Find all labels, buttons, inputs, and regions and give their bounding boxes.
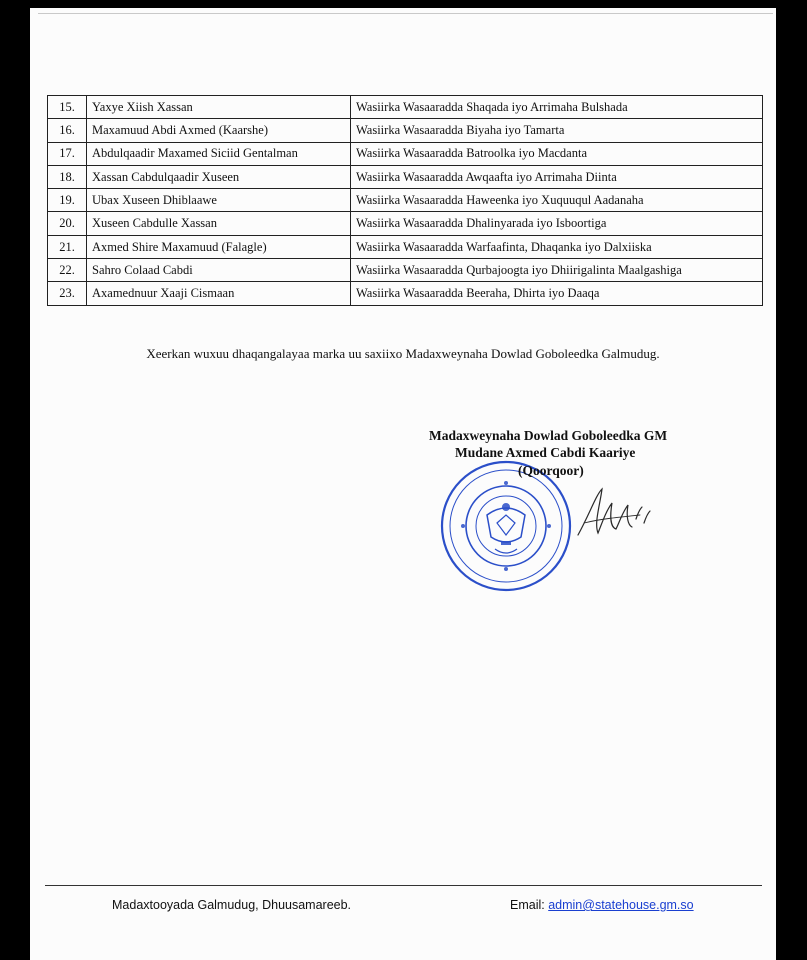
minister-row	[48, 259, 763, 282]
minister-name: Yaxye Xiish Xassan	[87, 96, 351, 119]
minister-number: 21.	[48, 235, 87, 258]
minister-name: Xuseen Cabdulle Xassan	[87, 212, 351, 235]
minister-row	[48, 119, 763, 142]
ministers-table	[47, 95, 763, 306]
minister-name: Ubax Xuseen Dhiblaawe	[87, 189, 351, 212]
minister-ministry: Wasiirka Wasaaradda Qurbajoogta iyo Dhiirigalinta Maalgashiga	[351, 259, 763, 282]
email-link[interactable]: admin@statehouse.gm.so	[548, 898, 694, 912]
signatory-title: Madaxweynaha Dowlad Goboleedka GM	[429, 428, 668, 443]
minister-name: Sahro Colaad Cabdi	[87, 259, 351, 282]
minister-name: Abdulqaadir Maxamed Siciid Gentalman	[87, 142, 351, 165]
minister-row	[48, 282, 763, 305]
minister-number: 22.	[48, 259, 87, 282]
minister-row	[48, 142, 763, 165]
minister-row	[48, 189, 763, 212]
footer-email	[510, 898, 694, 912]
minister-ministry: Wasiirka Wasaaradda Awqaafta iyo Arrimaha Diinta	[351, 165, 763, 188]
footer-email-label: Email:	[510, 898, 549, 912]
minister-ministry: Wasiirka Wasaaradda Dhalinyarada iyo Isboortiga	[351, 212, 763, 235]
minister-number: 19.	[48, 189, 87, 212]
minister-number: 18.	[48, 165, 87, 188]
minister-row	[48, 235, 763, 258]
minister-ministry: Wasiirka Wasaaradda Biyaha iyo Tamarta	[351, 119, 763, 142]
minister-number: 16.	[48, 119, 87, 142]
ministers-table-body	[48, 96, 763, 306]
minister-row	[48, 96, 763, 119]
minister-number: 23.	[48, 282, 87, 305]
minister-name: Axmed Shire Maxamuud (Falagle)	[87, 235, 351, 258]
minister-ministry: Wasiirka Wasaaradda Beeraha, Dhirta iyo Daaqa	[351, 282, 763, 305]
minister-row	[48, 212, 763, 235]
minister-ministry: Wasiirka Wasaaradda Warfaafinta, Dhaqanka iyo Dalxiiska	[351, 235, 763, 258]
minister-name: Xassan Cabdulqaadir Xuseen	[87, 165, 351, 188]
minister-ministry: Wasiirka Wasaaradda Shaqada iyo Arrimaha Bulshada	[351, 96, 763, 119]
minister-name: Axamednuur Xaaji Cismaan	[87, 282, 351, 305]
minister-number: 20.	[48, 212, 87, 235]
footer-divider	[45, 885, 762, 886]
minister-name: Maxamuud Abdi Axmed (Kaarshe)	[87, 119, 351, 142]
document-page	[30, 8, 776, 960]
effective-note: Xeerkan wuxuu dhaqangalayaa marka uu saxiixo Madaxweynaha Dowlad Goboleedka Galmudug.	[146, 346, 660, 361]
minister-ministry: Wasiirka Wasaaradda Haweenka iyo Xuquuqul Aadanaha	[351, 189, 763, 212]
top-divider	[38, 13, 773, 14]
minister-ministry: Wasiirka Wasaaradda Batroolka iyo Macdanta	[351, 142, 763, 165]
minister-number: 15.	[48, 96, 87, 119]
minister-number: 17.	[48, 142, 87, 165]
handwritten-signature	[570, 483, 670, 543]
signatory-nickname: (Qoorqoor)	[518, 463, 584, 478]
footer-address: Madaxtooyada Galmudug, Dhuusamareeb.	[112, 898, 352, 912]
signatory-name: Mudane Axmed Cabdi Kaariye	[455, 445, 636, 460]
minister-row	[48, 165, 763, 188]
